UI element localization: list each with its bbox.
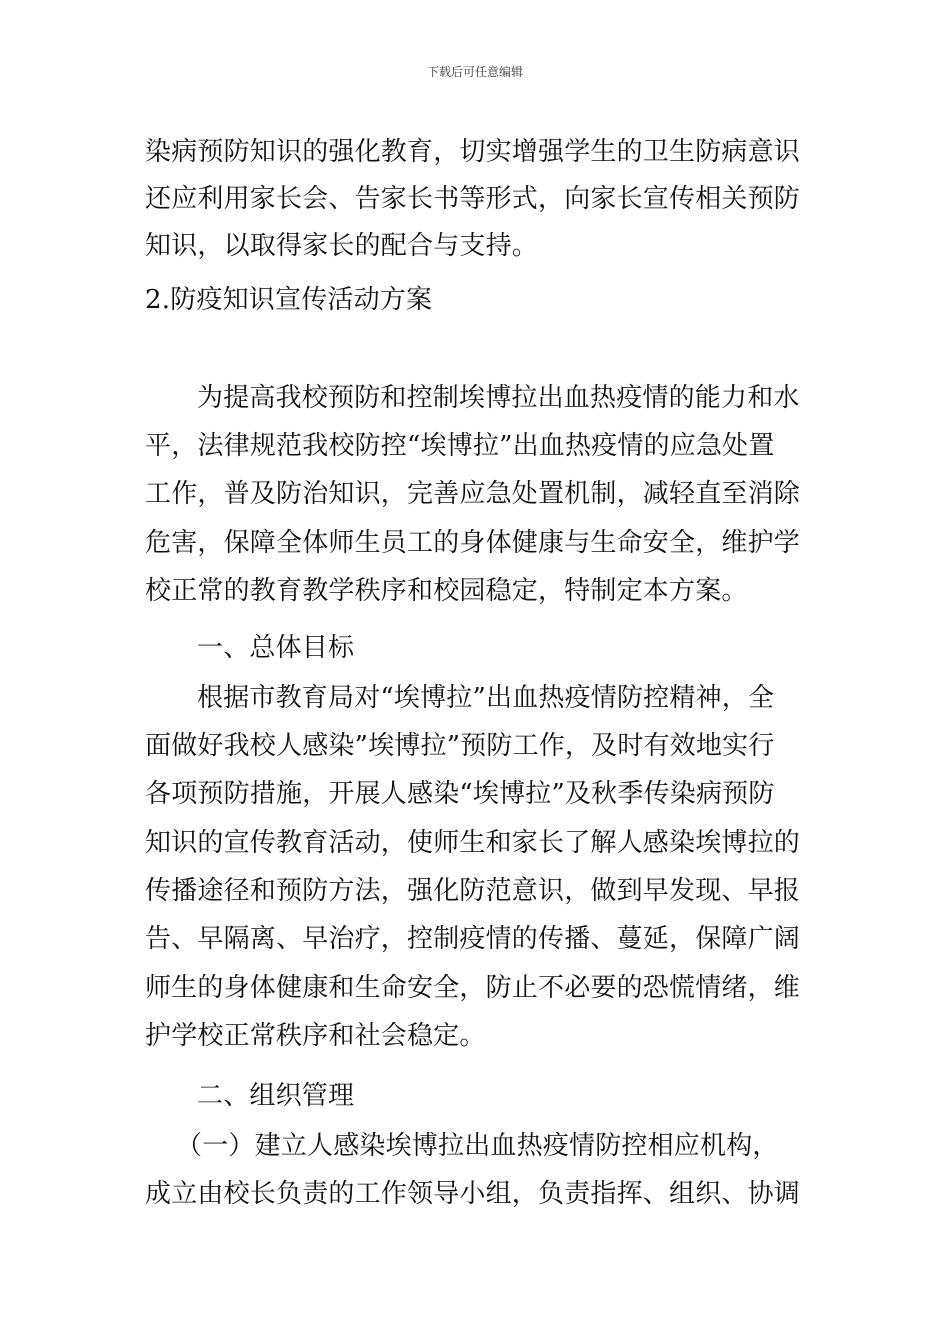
text-line: 知识，以取得家长的配合与支持。 [145,231,539,261]
text-line: 平，法律规范我校防控“埃博拉”出血热疫情的应急处置 [145,431,775,461]
text-line: 成立由校长负责的工作领导小组，负责指挥、组织、协调 [145,1179,801,1209]
text-line: 护学校正常秩序和社会稳定。 [145,1021,486,1051]
text-line: 师生的身体健康和生命安全，防止不必要的恐慌情绪，维 [145,973,801,1003]
text-line: 工作，普及防治知识，完善应急处置机制，减轻直至消除 [145,479,801,509]
paragraph-first-line: （一）建立人感染埃博拉出血热疫情防控相应机构， [176,1131,779,1161]
text-line: 告、早隔离、早治疗，控制疫情的传播、蔓延，保障广阔 [145,924,801,954]
text-line: 知识的宣传教育活动，使师生和家长了解人感染埃博拉的 [145,828,801,858]
section-heading: 2.防疫知识宣传活动方案 [145,285,433,315]
text-line: 染病预防知识的强化教育，切实增强学生的卫生防病意识 [145,137,801,167]
text-line: 传播途径和预防方法，强化防范意识，做到早发现、早报 [145,876,801,906]
text-line: 面做好我校人感染”埃博拉”预防工作，及时有效地实行 [145,731,775,761]
text-line: 危害，保障全体师生员工的身体健康与生命安全，维护学 [145,528,801,558]
section-heading: 二、组织管理 [197,1081,355,1111]
page-header: 下载后可任意编辑 [426,65,523,79]
text-line: 还应利用家长会、告家长书等形式，向家长宣传相关预防 [145,184,801,214]
paragraph-first-line: 根据市教育局对“埃博拉”出血热疫情防控精神，全 [197,683,775,713]
section-heading: 一、总体目标 [197,633,355,663]
text-line: 校正常的教育教学秩序和校园稳定，特制定本方案。 [145,576,748,606]
paragraph-first-line: 为提高我校预防和控制埃博拉出血热疫情的能力和水 [197,383,800,413]
text-line: 各项预防措施，开展人感染“埃博拉”及秋季传染病预防 [145,779,775,809]
